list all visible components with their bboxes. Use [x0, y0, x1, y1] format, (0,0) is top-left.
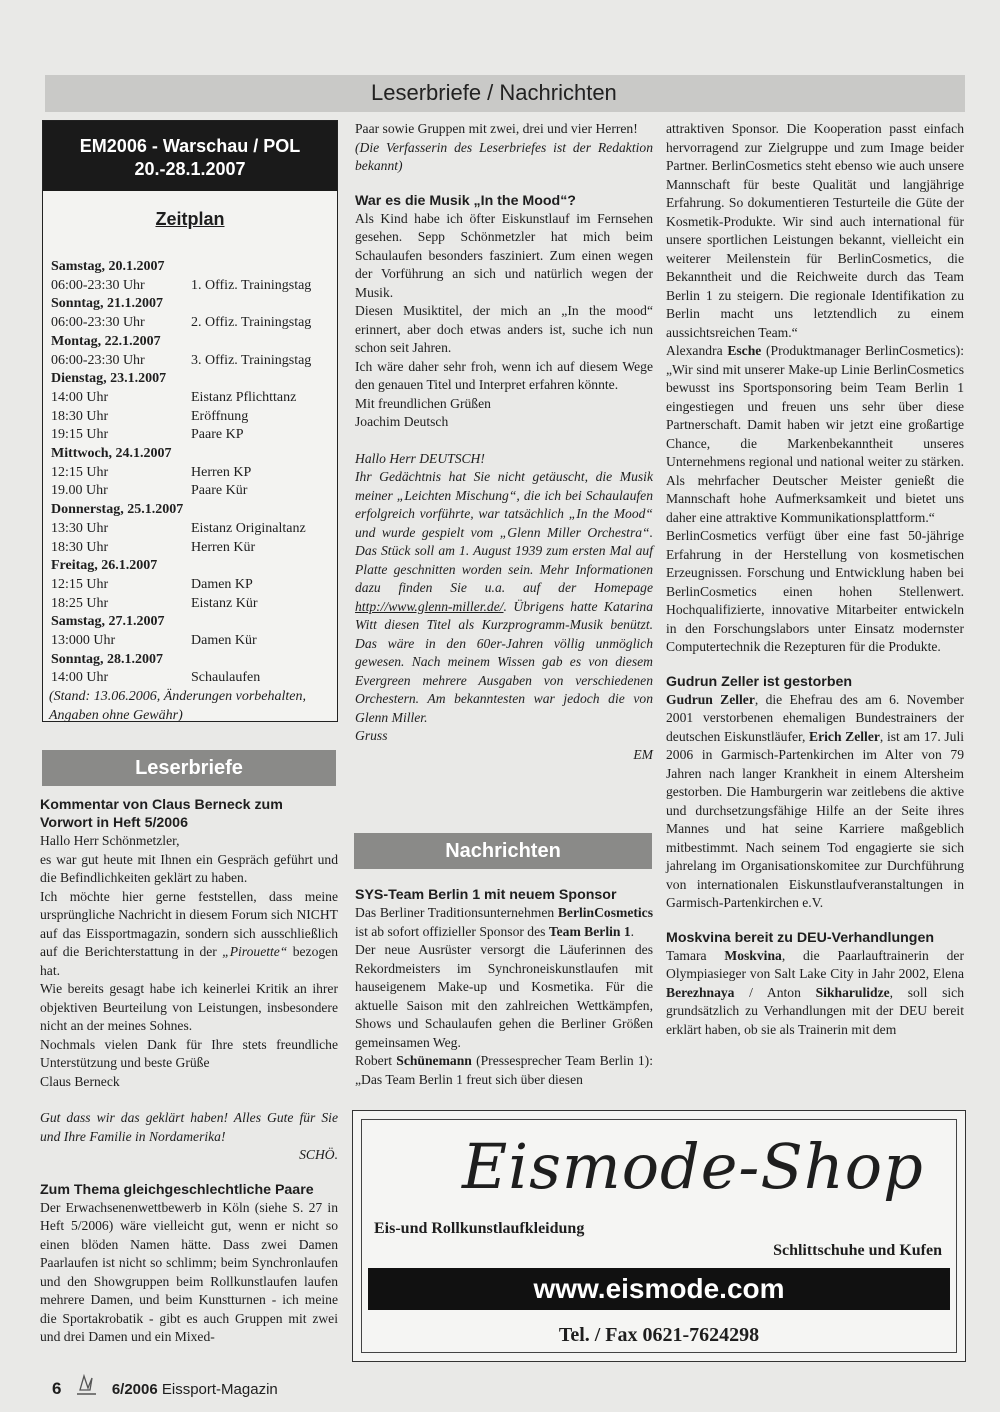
text-run: Robert [355, 1053, 397, 1068]
schedule-entry [43, 539, 337, 558]
article-paragraph [40, 980, 338, 1036]
schedule-entry [43, 520, 337, 539]
day-label: Dienstag, 23.1.2007 [51, 371, 167, 387]
text-run: Schünemann [396, 1053, 472, 1068]
article-paragraph [355, 941, 653, 1052]
schedule-entry [43, 389, 337, 408]
schedule-day [43, 333, 337, 352]
text-run: Ihr Gedächtnis hat Sie nicht getäuscht, die Musik meiner „Leichten Mischung“, die ich bei Schaulaufen erfolgreich vorführte, war tatsächlich „In the Mood“ und wurde gespielt vom „Glenn Miller Orchestra“. Das Stück soll am 1. August 1939 zum ersten Mal auf Platte geschnitten worden sein. Mehr Informationen dazu finden Sie u.a. auf der Homepage [355, 469, 653, 595]
text-run: Zum Thema gleichgeschlechtliche Paare [40, 1181, 314, 1198]
article-paragraph [40, 1073, 338, 1092]
entry-time: 14:00 Uhr [51, 670, 109, 686]
day-label: Donnerstag, 25.1.2007 [51, 502, 184, 518]
article-paragraph [355, 139, 653, 176]
schedule-day [43, 258, 337, 277]
text-run: SCHÖ. [299, 1147, 338, 1162]
text-run: . [630, 923, 635, 939]
article-paragraph [355, 904, 653, 941]
text-run: ist ab sofort offizieller Sponsor des [355, 923, 549, 939]
text-run: Claus Berneck [40, 1073, 120, 1089]
section-header-title: Leserbriefe / Nachrichten [371, 80, 617, 105]
article-paragraph [666, 947, 964, 1040]
text-run: Joachim Deutsch [355, 414, 449, 429]
article-paragraph [40, 888, 338, 981]
article-paragraph [666, 342, 964, 527]
article-paragraph [40, 1109, 338, 1146]
text-run: Esche [727, 343, 762, 358]
entry-event: Paare Kür [191, 483, 248, 499]
schedule-entry [43, 669, 337, 688]
text-run: , die Ehefrau des am 6. November 2001 verstorbenen ehemaligen Bundestrainers der deutschen Eiskunstläufer, [666, 691, 964, 744]
eismode-advertisement[interactable] [352, 1110, 966, 1362]
schedule-header [43, 121, 337, 191]
text-run: Kommentar von Claus Berneck zum Vorwort in Heft 5/2006 [40, 797, 283, 831]
schedule-note: (Stand: 13.06.2006, Änderungen vorbehalten, Angaben ohne Gewähr) [49, 689, 307, 723]
day-label: Samstag, 20.1.2007 [51, 259, 165, 274]
schedule-rows [43, 258, 337, 688]
article-heading [40, 1181, 338, 1199]
entry-event: 3. Offiz. Trainingstag [191, 352, 312, 368]
schedule-day [43, 557, 337, 576]
section-header-bar [45, 75, 965, 112]
text-run: Das Berliner Traditionsunternehmen [355, 905, 558, 920]
skater-logo-icon [74, 1374, 100, 1396]
ad-frame [361, 1119, 957, 1353]
article-paragraph [666, 527, 964, 657]
entry-time: 13:000 Uhr [51, 633, 116, 649]
text-run: Gut dass wir das geklärt haben! Alles Gute für Sie und Ihre Familie in Nordamerika! [40, 1110, 338, 1144]
column-right [666, 120, 964, 1039]
ad-phone: Tel. / Fax 0621-7624298 [558, 1324, 760, 1346]
article-paragraph [355, 358, 653, 395]
ad-brand-logo: Eismode-Shop [462, 1130, 924, 1203]
text-run: Gruss [355, 728, 388, 743]
text-run: Ich wäre daher sehr froh, wenn ich auf diesem Wege den genauen Titel und Interpret erfahren könnte. [355, 358, 653, 392]
article-paragraph [40, 1036, 338, 1073]
schedule-entry [43, 632, 337, 651]
schedule-entry [43, 464, 337, 483]
article-paragraph [355, 727, 653, 746]
text-run: Der Erwachsenenwettbewerb in Köln (siehe S. 27 in Heft 5/2006) wäre vielleicht gut, wenn er nicht so einen blöden Namen hätte. Dass zwei Damen Paarlaufen ist nicht so schlimm; beim Synchronlaufen und den Showgruppen beim Rollkunstlaufen laufen mehrere Damen, und beim Kunstturnen - ich meine die Sportakrobatik - gibt es auch Gruppen mit zwei und drei Damen und ein Mixed- [40, 1199, 338, 1344]
text-run: Wie bereits gesagt habe ich keinerlei Kritik an ihrer objektiven Beurteilung von Leistungen, insbesondere nicht an der meines Sohnes. [40, 981, 338, 1033]
entry-time: 06:00-23:30 Uhr [51, 352, 145, 368]
text-run: . Übrigens hatte Katarina Witt diesen Titel als Kurzprogramm-Musik benützt. Das wäre in den 60er-Jahren völlig unmöglich gewesen. Nach meinem Wissen gab es von diesem Evergreen mehrere Ausgaben von verschiedenen Orchestern. Am bekanntesten war jedoch die von Glenn Miller. [355, 598, 653, 725]
article-paragraph [355, 120, 653, 139]
text-run: Der neue Ausrüster versorgt die Läuferinnen des Rekordmeisters im Synchroneiskunstlaufen mit hauseigenem Make-up und Kosmetika. Für die aktuelle Saison mit den zahlreichen Wettkämpfen, Shows und Schaulaufen gehen die Berliner Größen gemeinsamen Weg. [355, 942, 653, 1050]
column-middle-news [355, 870, 653, 1089]
text-run: Mit freundlichen Grüßen [355, 395, 491, 411]
entry-event: Herren KP [191, 464, 252, 480]
magazine-name: Eissport-Magazin [157, 1381, 278, 1398]
column-left [40, 780, 338, 1347]
article-heading [355, 192, 653, 210]
entry-time: 19:15 Uhr [51, 427, 109, 443]
text-run: (Die Verfasserin des Leserbriefes ist der Redaktion bekannt) [355, 139, 653, 173]
schedule-entry [43, 314, 337, 333]
article-heading [666, 673, 964, 691]
ad-right-text: Schlittschuhe und Kufen [773, 1242, 942, 1259]
article-paragraph [355, 413, 653, 432]
day-label: Samstag, 27.1.2007 [51, 614, 165, 630]
text-run: Team Berlin 1 [548, 923, 631, 939]
entry-event: Schaulaufen [191, 670, 261, 686]
text-run: , ist am 17. Juli 2006 in Garmisch-Partenkirchen im Alter von 79 Jahren nach langer Krankheit in einem Altersheim gestorben. Die Hamburgerin war zeitlebens die aktive und durchsetzungsfähige Hilfe an der Seite ihres Mannes und hat seine Karriere maßgeblich mitbestimmt. Nach seinem Tod engagierte sie sich jahrelang im Organisationskomitee zur Durchführung von internationalen Eiskunstlaufveranstaltungen in Garmisch-Partenkirchen e.V. [666, 728, 965, 910]
entry-event: Herren Kür [191, 539, 256, 555]
entry-event: Eistanz Kür [191, 595, 258, 611]
entry-time: 12:15 Uhr [51, 464, 109, 480]
page-number: 6 [52, 1379, 62, 1398]
schedule-entry [43, 576, 337, 595]
text-run: Paar sowie Gruppen mit zwei, drei und vier Herren! [355, 121, 638, 136]
schedule-day [43, 651, 337, 670]
entry-time: 13:30 Uhr [51, 520, 109, 536]
entry-time: 06:00-23:30 Uhr [51, 277, 145, 293]
entry-event: Damen Kür [191, 633, 257, 649]
text-run: Als Kind habe ich öfter Eiskunstlauf im Fernsehen gesehen. Sepp Schönmetzler hat mich beim Schaulaufen besonders fasziniert. Zum einen wegen der Vorführung an sich und natürlich wegen der Musik. [355, 210, 653, 300]
schedule-day [43, 445, 337, 464]
text-run: BerlinCosmetics [557, 905, 653, 920]
entry-event: Paare KP [191, 427, 244, 443]
text-run: Hallo Herr DEUTSCH! [355, 450, 485, 466]
text-run: Nochmals vielen Dank für Ihre stets freundliche Unterstützung und beste Grüße [40, 1036, 338, 1070]
entry-time: 12:15 Uhr [51, 576, 109, 592]
schedule-entry [43, 482, 337, 501]
text-run: War es die Musik „In the Mood“? [355, 192, 576, 209]
article-paragraph [40, 851, 338, 888]
article-heading [666, 929, 964, 947]
entry-time: 14:00 Uhr [51, 389, 109, 405]
article-paragraph [40, 832, 338, 851]
entry-time: 18:30 Uhr [51, 408, 109, 424]
schedule-day [43, 295, 337, 314]
article-paragraph [355, 210, 653, 303]
entry-time: 18:30 Uhr [51, 539, 109, 555]
spacer [40, 1091, 338, 1109]
issue-number: 6/2006 [111, 1381, 158, 1398]
article-paragraph [666, 691, 964, 913]
text-run: Tamara [666, 947, 725, 963]
text-run: Gudrun Zeller [666, 691, 755, 707]
article-heading [40, 796, 338, 832]
entry-time: 18:25 Uhr [51, 595, 109, 611]
text-run: „Pirouette“ [222, 944, 288, 959]
text-run: , soll sich grundsätzlich zu Verhandlungen mit der DEU bereit erklärt haben, ob sie als Trainerin mit dem [666, 984, 964, 1037]
text-run: Erich Zeller [809, 728, 880, 744]
article-paragraph [355, 468, 653, 727]
article-paragraph [355, 746, 653, 765]
text-run: SYS-Team Berlin 1 mit neuem Sponsor [355, 887, 617, 903]
article-heading [355, 886, 653, 904]
ad-left-text: Eis-und Rollkunstlaufkleidung [374, 1220, 585, 1237]
entry-event: Eröffnung [191, 408, 249, 424]
text-run: Berezhnaya [666, 984, 735, 1000]
article-paragraph [666, 120, 964, 342]
text-run: Moskvina [724, 947, 782, 963]
homepage-link[interactable]: http://www.glenn-miller.de/ [355, 598, 504, 614]
page-footer [52, 1374, 278, 1399]
schedule-entry [43, 426, 337, 445]
schedule-day [43, 370, 337, 389]
schedule-dates: 20.-28.1.2007 [134, 159, 246, 179]
schedule-entry [43, 408, 337, 427]
schedule-day [43, 613, 337, 632]
text-run: Moskvina bereit zu DEU-Verhandlungen [666, 929, 935, 946]
text-run: / Anton [734, 984, 816, 1000]
text-run: attraktiven Sponsor. Die Kooperation passt einfach hervorragend zur Zielgruppe und zum Image beider Partner. BerlinCosmetics steht ebenso wie auch unsere Mannschaft für beste Qualität und langjährige Erfahrung. So dokumentieren Testurteile die Güte der Kosmetik-Produkte. Wir sind auch international für unsere sportlichen Leistungen bekannt, vielleicht ein weiterer Meilenstein für BerlinCosmetics, die Bekanntheit und die Reichweite durch das Team Berlin 1 zu steigern. Die regionale Identifikation zu Berlin macht uns letztendlich zu einem aussichtsreichen Team.“ [666, 121, 964, 340]
entry-event: Eistanz Originaltanz [191, 520, 306, 536]
article-paragraph [355, 450, 653, 469]
day-label: Mittwoch, 24.1.2007 [51, 446, 172, 462]
leserbriefe-bar: Leserbriefe [42, 750, 336, 786]
spacer [355, 432, 653, 450]
article-paragraph [40, 1199, 338, 1347]
text-run: BerlinCosmetics verfügt über eine fast 50-jährige Erfahrung in der Herstellung von kosmetischen Erzeugnissen. Forschung und Entwicklung haben bei BerlinCosmetics einen hohen Stellenwert. Hochqualifizierte, innovative Mitarbeiter entwickeln in den Forschungslabors unter Einsatz modernster Computertechnik die Rezepturen für die Produkte. [666, 528, 964, 654]
entry-event: Eistanz Pflichttanz [191, 389, 297, 405]
schedule-day [43, 501, 337, 520]
text-run: Sikharulidze [815, 984, 890, 1000]
schedule-subtitle: Zeitplan [155, 209, 225, 229]
schedule-entry [43, 352, 337, 371]
entry-event: 2. Offiz. Trainingstag [191, 315, 312, 331]
ad-url[interactable]: www.eismode.com [368, 1268, 950, 1310]
entry-event: 1. Offiz. Trainingstag [191, 277, 312, 293]
entry-event: Damen KP [191, 576, 253, 592]
entry-time: 19.00 Uhr [51, 483, 108, 499]
text-run: (Produktmanager BerlinCosmetics): „Wir sind mit unserer Make-up Linie BerlinCosmetics bewusst ins Sportsponsoring beim Team Berlin 1 eingestiegen und freuen uns sehr über diese Partnerschaft. Damit haben wir jetzt eine großartige Chance, die Markenbekanntheit unseres Unternehmens regional und national weiter zu stärken. Als mehrfacher Deutscher Meister genießt die Mannschaft hohe Aufmerksamkeit und bietet uns daher eine attraktive Kommunikationsplattform.“ [666, 343, 964, 525]
text-run: Gudrun Zeller ist gestorben [666, 673, 853, 690]
text-run: bezogen hat. [40, 944, 338, 978]
schedule-box [42, 120, 338, 722]
text-run: , die Paarlauftrainerin der Olympiasieger von Salt Lake City in Jahr 2002, Elena [666, 947, 964, 981]
schedule-entry [43, 595, 337, 614]
article-paragraph [355, 302, 653, 358]
day-label: Sonntag, 28.1.2007 [51, 651, 164, 667]
day-label: Sonntag, 21.1.2007 [51, 296, 164, 312]
column-middle [355, 120, 653, 764]
schedule-title: EM2006 - Warschau / POL [79, 136, 301, 156]
day-label: Freitag, 26.1.2007 [51, 558, 158, 574]
text-run: Ich möchte hier gerne feststellen, dass meine ursprüngliche Nachricht in diesem Forum sich NICHT auf das Eissportmagazin, sondern sich ausschließlich auf die Berichterstattung in der [40, 888, 338, 959]
entry-time: 06:00-23:30 Uhr [51, 315, 145, 331]
article-paragraph [355, 395, 653, 414]
article-paragraph [40, 1146, 338, 1165]
text-run: (Pressesprecher Team Berlin 1): „Das Team Berlin 1 freut sich über diesen [355, 1053, 653, 1087]
schedule-entry [43, 277, 337, 296]
text-run: Hallo Herr Schönmetzler, [40, 833, 180, 848]
text-run: Alexandra [666, 343, 728, 358]
text-run: Diesen Musiktitel, der mich an „In the mood“ erinnert, aber doch etwas anders ist, suche ich nun schon seit Jahren. [355, 303, 653, 355]
day-label: Montag, 22.1.2007 [51, 333, 161, 349]
text-run: EM [633, 746, 653, 762]
article-paragraph [355, 1052, 653, 1089]
nachrichten-bar: Nachrichten [354, 833, 652, 869]
text-run: es war gut heute mit Ihnen ein Gespräch geführt und die Befindlichkeiten geklärt zu haben. [40, 851, 338, 885]
